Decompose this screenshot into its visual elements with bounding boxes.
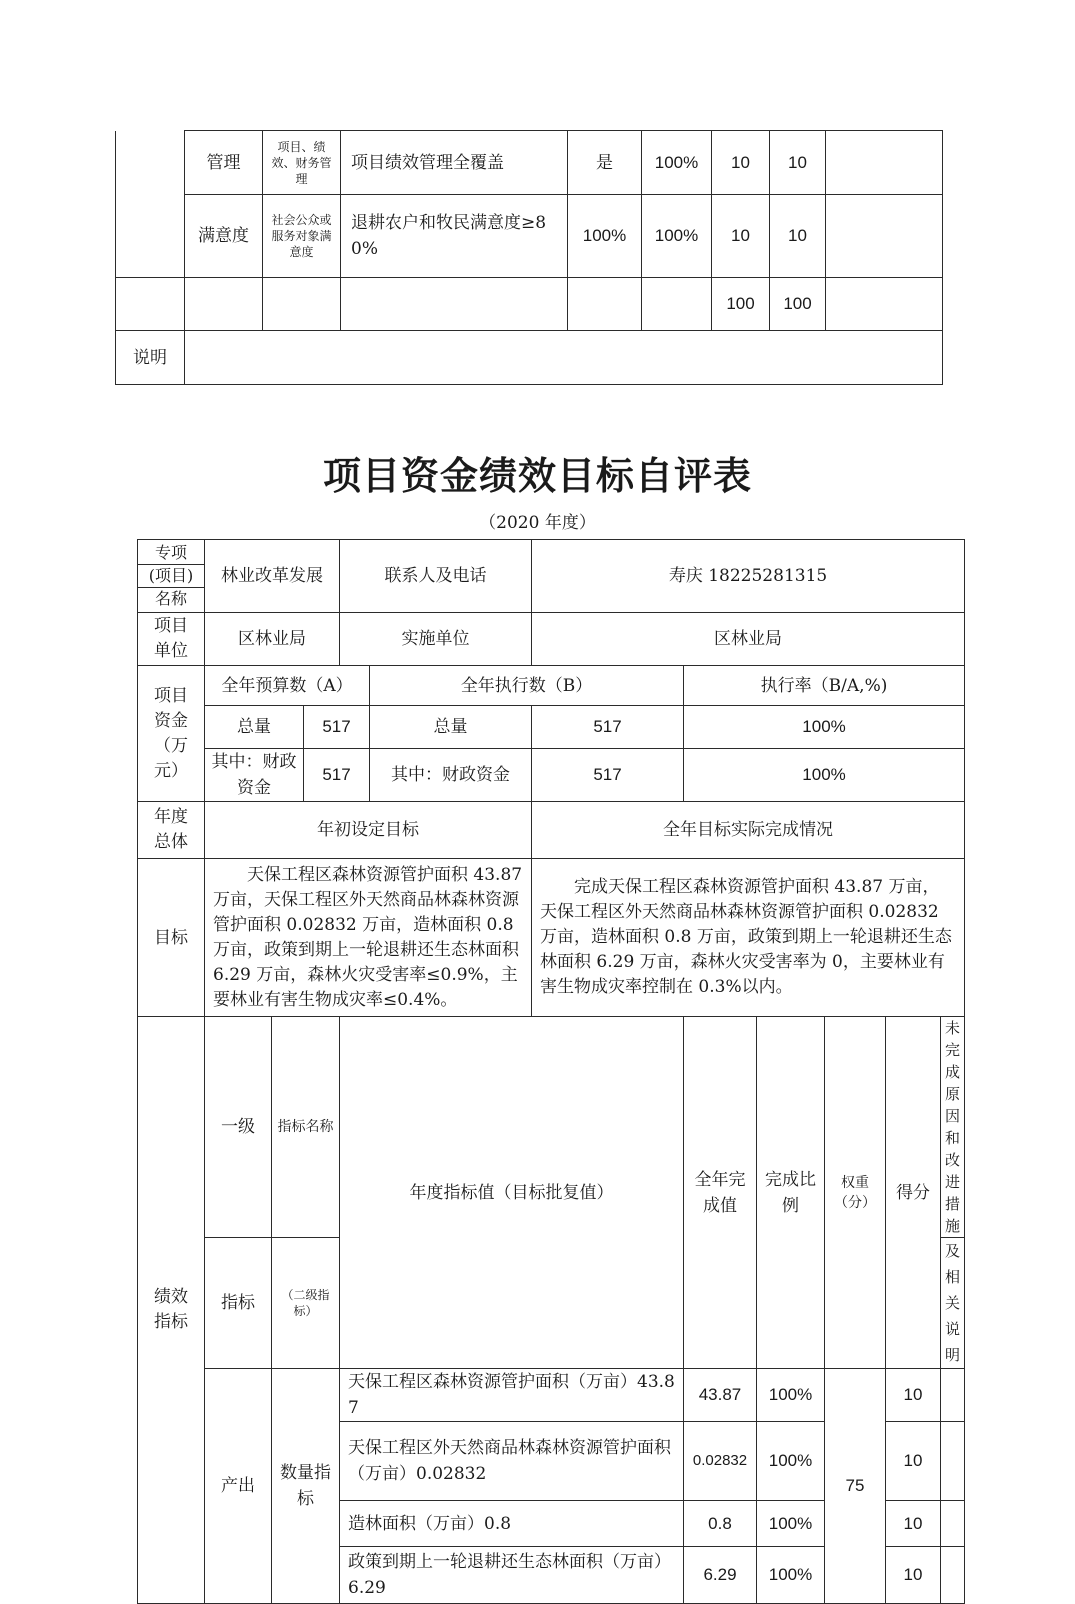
exec-total: 517 bbox=[532, 706, 684, 749]
remark-row bbox=[116, 331, 943, 385]
unit-value: 区林业局 bbox=[205, 613, 340, 666]
goal-text: 天保工程区森林资源管护面积 43.87 万亩，天保工程区外天然商品林森林资源管护面积 0.02832 万亩，造林面积 0.8 万亩，政策到期上一轮退耕还生态林面积 6.29 万亩，森林火灾受害率≤0.9%，主要林业有害生物成灾率≤0.4%。 bbox=[205, 859, 532, 1017]
budget-header: 全年预算数（A） bbox=[205, 666, 370, 706]
perf-done: 43.87 bbox=[684, 1369, 757, 1422]
perf-ratio: 100% bbox=[757, 1422, 825, 1501]
ratio-header: 完成比例 bbox=[757, 1017, 825, 1369]
score-cell: 10 bbox=[770, 131, 826, 195]
table-row bbox=[116, 195, 943, 278]
table-row bbox=[116, 131, 943, 195]
perf-label: 绩效 指标 bbox=[138, 1017, 205, 1604]
level3-cell: 社会公众或服务对象满意度 bbox=[263, 195, 341, 278]
value-header: 年度指标值（目标批复值） bbox=[340, 1017, 684, 1369]
note-cell bbox=[826, 195, 943, 278]
weight-header: 权重（分） bbox=[825, 1017, 886, 1369]
goal-row bbox=[138, 859, 965, 1017]
score-header: 得分 bbox=[886, 1017, 941, 1369]
self-evaluation-table bbox=[137, 539, 965, 1604]
project-name-row bbox=[138, 540, 965, 613]
page-title: 项目资金绩效目标自评表 bbox=[322, 453, 752, 498]
name-header-a: 指标名称 bbox=[272, 1017, 340, 1238]
project-name-label: 专项 (项目) 名称 bbox=[138, 540, 205, 613]
remark-label: 说明 bbox=[116, 331, 185, 385]
actual-cell: 100% bbox=[642, 131, 712, 195]
perf-row bbox=[138, 1369, 965, 1422]
perf-done: 6.29 bbox=[684, 1547, 757, 1604]
level1-cell bbox=[116, 131, 185, 278]
rate-total: 100% bbox=[684, 706, 965, 749]
actual-header: 全年目标实际完成情况 bbox=[532, 802, 965, 859]
perf-note bbox=[941, 1547, 965, 1604]
contact-label: 联系人及电话 bbox=[340, 540, 532, 613]
weight-cell: 10 bbox=[712, 131, 770, 195]
annual-header-row bbox=[138, 802, 965, 859]
level2-value: 数量指标 bbox=[272, 1369, 340, 1604]
funds-header-row bbox=[138, 666, 965, 706]
perf-score: 10 bbox=[886, 1501, 941, 1547]
previous-table-fragment bbox=[115, 130, 943, 385]
budget-total: 517 bbox=[304, 706, 370, 749]
perf-note bbox=[941, 1422, 965, 1501]
project-name-value: 林业改革发展 bbox=[205, 540, 340, 613]
perf-done: 0.02832 bbox=[684, 1422, 757, 1501]
target-cell: 100% bbox=[568, 195, 642, 278]
perf-ratio: 100% bbox=[757, 1501, 825, 1547]
total-weight: 100 bbox=[712, 278, 770, 331]
exec-fiscal-label: 其中：财政资金 bbox=[370, 749, 532, 802]
exec-header: 全年执行数（B） bbox=[370, 666, 684, 706]
rate-fiscal: 100% bbox=[684, 749, 965, 802]
budget-fiscal-label: 其中：财政资金 bbox=[205, 749, 304, 802]
level3-cell: 项目、绩效、财务管理 bbox=[263, 131, 341, 195]
impl-label: 实施单位 bbox=[340, 613, 532, 666]
score-cell: 10 bbox=[770, 195, 826, 278]
target-cell: 是 bbox=[568, 131, 642, 195]
perf-ratio: 100% bbox=[757, 1369, 825, 1422]
reason-header-b: 及相关说明 bbox=[941, 1238, 965, 1369]
budget-total-label: 总量 bbox=[205, 706, 304, 749]
level1-value: 产出 bbox=[205, 1369, 272, 1604]
perf-ratio: 100% bbox=[757, 1547, 825, 1604]
actual-text: 完成天保工程区森林资源管护面积 43.87 万亩，天保工程区外天然商品林森林资源管护面积 0.02832 万亩，造林面积 0.8 万亩，政策到期上一轮退耕还生态林面积 6.29 万亩，森林火灾受害率为 0，主要林业有害生物成灾率控制在 0.3%以内。 bbox=[532, 859, 965, 1017]
year-subtitle: （2020 年度） bbox=[479, 513, 596, 533]
perf-value: 造林面积（万亩）0.8 bbox=[340, 1501, 684, 1547]
perf-header-row-1 bbox=[138, 1017, 965, 1238]
funds-label: 项目 资金 （万 元） bbox=[138, 666, 205, 802]
remark-value bbox=[185, 331, 943, 385]
level1-header-b: 指标 bbox=[205, 1238, 272, 1369]
name-header-b: （二级指标） bbox=[272, 1238, 340, 1369]
total-row bbox=[116, 278, 943, 331]
exec-fiscal: 517 bbox=[532, 749, 684, 802]
perf-note bbox=[941, 1501, 965, 1547]
perf-score: 10 bbox=[886, 1369, 941, 1422]
perf-value: 天保工程区外天然商品林森林资源管护面积（万亩）0.02832 bbox=[340, 1422, 684, 1501]
funds-total-row bbox=[138, 706, 965, 749]
actual-cell: 100% bbox=[642, 195, 712, 278]
level2-cell: 管理 bbox=[185, 131, 263, 195]
unit-label: 项目 单位 bbox=[138, 613, 205, 666]
reason-header-a: 未完成原因和改进措施 bbox=[941, 1017, 965, 1238]
initial-goal-header: 年初设定目标 bbox=[205, 802, 532, 859]
goal-label: 目标 bbox=[138, 859, 205, 1017]
funds-fiscal-row bbox=[138, 749, 965, 802]
indicator-cell: 退耕农户和牧民满意度≥80% bbox=[341, 195, 568, 278]
annual-label: 年度 总体 bbox=[138, 802, 205, 859]
impl-value: 区林业局 bbox=[532, 613, 965, 666]
unit-row bbox=[138, 613, 965, 666]
rate-header: 执行率（B/A,%) bbox=[684, 666, 965, 706]
indicator-cell: 项目绩效管理全覆盖 bbox=[341, 131, 568, 195]
perf-weight-group: 75 bbox=[825, 1369, 886, 1604]
contact-value: 寿庆 18225281315 bbox=[532, 540, 965, 613]
exec-total-label: 总量 bbox=[370, 706, 532, 749]
perf-value: 天保工程区森林资源管护面积（万亩）43.87 bbox=[340, 1369, 684, 1422]
weight-cell: 10 bbox=[712, 195, 770, 278]
budget-fiscal: 517 bbox=[304, 749, 370, 802]
perf-done: 0.8 bbox=[684, 1501, 757, 1547]
perf-value: 政策到期上一轮退耕还生态林面积（万亩）6.29 bbox=[340, 1547, 684, 1604]
level1-header-a: 一级 bbox=[205, 1017, 272, 1238]
note-cell bbox=[826, 131, 943, 195]
done-header: 全年完成值 bbox=[684, 1017, 757, 1369]
perf-note bbox=[941, 1369, 965, 1422]
perf-score: 10 bbox=[886, 1547, 941, 1604]
perf-score: 10 bbox=[886, 1422, 941, 1501]
level2-cell: 满意度 bbox=[185, 195, 263, 278]
total-score: 100 bbox=[770, 278, 826, 331]
